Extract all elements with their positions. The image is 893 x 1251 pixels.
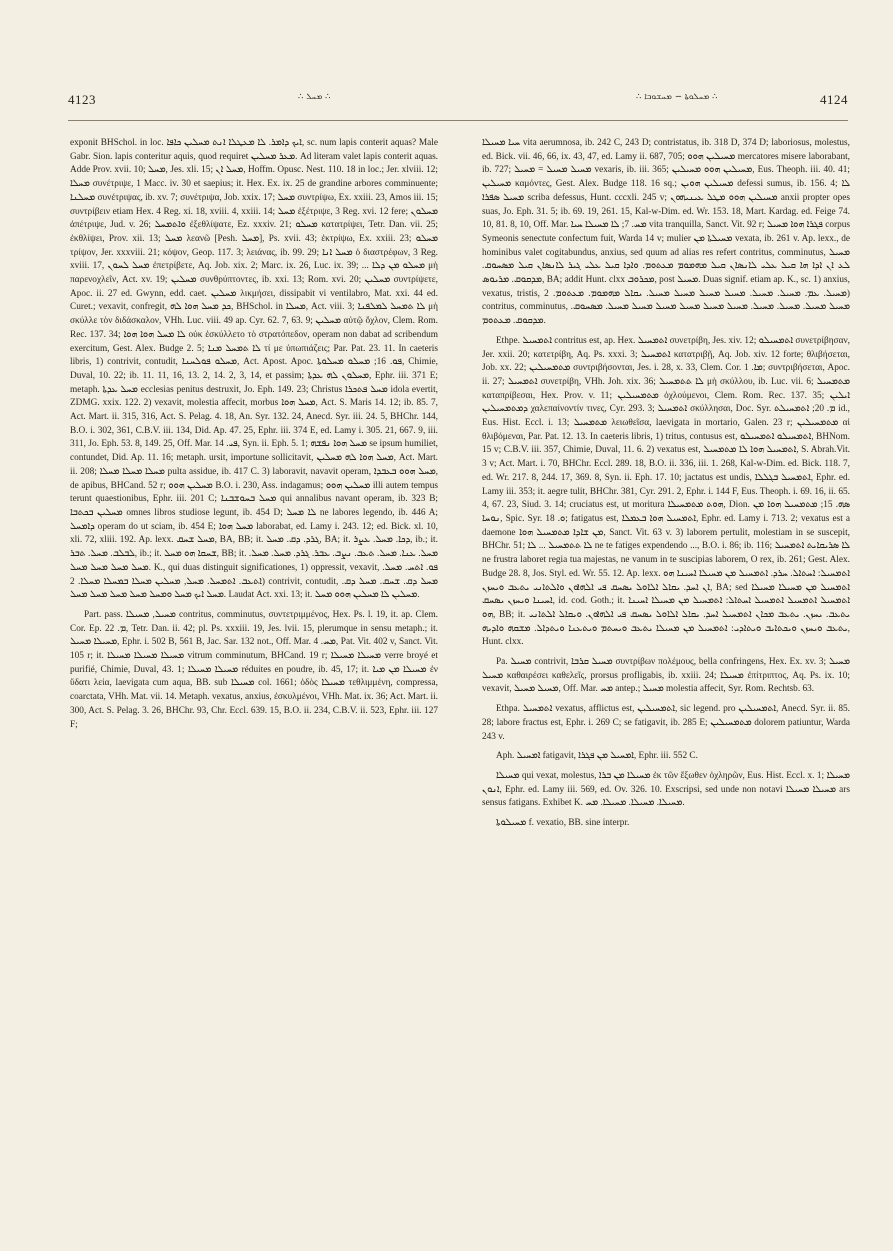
header-rule [68,120,848,121]
entry-paragraph: ܡܚܝܠܘܬܐ f. vexatio, BB. sine interpr. [496,818,630,829]
entry-paragraph: Ethpe. ܐܬܡܚܝܠ contritus est, ap. Hex. ܐܬܡܚܝܠ συνετρίβη, Jes. xiv. 12; ܐܬܡܚܝܠܘ συνετρίβησαν, Jer. xxii. 20; κατετρίβη, Aq. Ps. xxxi. 3; ܐܬܡܚܝܠ κατατριβῇ, Aq. Job. xiv. 12 forte; θλιβήσεται, Job. xx. 22; ܡܬܡܚܝܠܝܢ συντριβήσονται, Jes. i. 28, x. 33, Clem. Cor. ܡܐ. 1; συντριβήσεται, Apoc. ii. 27; ܐܬܡܚܝܠ συνετρίβη, VHh. Joh. xix. 36; ܠܐ ܬܬܡܚܝܠ μὴ σκύλλου, ib. Luc. vii. 6; ܡܬܡܚܝܠ καταπρίβεσαι, Hex. Prov. v. 11; ܡܬܡܚܝܠܝܢ ὀχλούμενοι, Clem. Rom. Rec. 137. 35; ܐܝܠܝܢ ܕܡܬܡܚܝܠܝܢ χαλεπαίνοντίν τινες, Cyr. 293. 3; ܐܬܡܚܝܠ σκύλλησαι, Doc. Syr. ܡ. 20; ܐܬܡܚܝܠܬ id., Eus. Hist. Eccl. i. 13; ܡܬܡܚܝܠ λειωθεῖσα, laevigata in mortario, Galen. 23 r; ܡܬܡܚܝܠܝܢ αἱ θλιβόμεναι, Par. Pat. 12. 13. In caeteris libris, 1) tritus, contusus est, ܐܬܡܚܝܠܘ ܐܬܡܚܝܠܘ, BHNom. 15 v; C.B.V. iii. 357, Chimie, Duval, 11. 6. 2) vexatus est, ܐܬܡܚܝܠ ܗܘܐ ܠܐ ܡܬܡܚܝܠ, S. Abrah.Vit. 3 v; Act. Mart. i. 70, BHChr. Eccl. 289. 18, B.O. ii. 336, iii. 1. 268, Kal-w-Dim. ed. Bick. 118. 7, ed. Wr. 217. 8, 244. 17, 369. 8, Syn. ii. Eph. 17. 10; jactatus est undis, ܐܬܡܚܝܠ ܒܓܠܠܐ, Ephr. ed. Lamy iii. 353; it. aegre tulit, BHChr. 381, Cyr. 291. 2, Ephr. i. 144 F, Eus. Theoph. i. 69. 16, ii. 65. 4, 67. 23, Siud. 3. 14; cruciatus est, ut moritura ܗܘܬ ܡܬܡܚܝܠܐ, Dion. ܣܗ. 15; ܡܬܡܚܝܠ ܗܘܐ ܡܢ ܢܘܚܐ, Spic. Syr. ܘ. 18; fatigatus est, ܐܬܡܚܝܠ ܗܘܐ ܒܥܡܠܐ, Ephr. ed. Lamy i. 713. 2; vexatus est a daemone ܡܢ ܫܐܕܐ ܡܬܡܚܝܠ ܗܘܐ, Sanct. Vit. 63 v. 3) laborem pertulit, molestiam in se suscepit, BHChr. 51; ܠܐ ܬܬܡܚܝܠ ... ܠܐ ne te fatiges expendendo ..., B.O. i. 86; ib. 116; ܠܐ ܣܪܝܩܐܝܬ ܐܬܡܚܝܠ ne frustra laboret regia tua majestas, ne vanum in te suscipias laborem, O rex, ib. 261; Gest. Alex. Budge 28. 8, Jos. Styl. ed. Wr. 55. 12. Ap. lexx. ܐܬܡܚܝܠ: ܐܚܬܐܠ. ܚܪܕ. ܐܬܡܚܝܠ ܡܢ ܡܚܝܠܐ ܐܚܝܢܐ ܗܘ ܐܢ ܐܚܕ. ܝܩܐܠ ܐܠܐܘܠ ܝܣܚܩ ܦܝ ܐܠܗܐܘܢ ܘܐܠܬܐܢܝ ܝܬܥܒ ܘܝܚܙܢ, BA; sed ܐܬܡܚܝܠ ܡܢ ܡܚܝܠܐ ܡܚܝܠܐ ܐܚܝܢܐ ܘܝܚܙܢ ܝܣܚܩ, id. cod. Goth.; it. ܐܬܡܚܝܠ ܐܬܡܚܝܠ ܐܬܡܚܝܠ ܐܚܬܐܠ: ܐܬܡܚܝܠ ܡܢ ܡܚܝܠܐ ܐܚܝܢܐ ܗܘ, BB; it. ܝܬܥܒ. ܝܚܙܢ. ܝܬܥܒ ܡܟܐܢ ܐܬܡܚܝܠ ܐܚܕ. ܝܩܐܠ ܐܠܐܘܠ ܝܣܚܩ ܦܝ ܐܠܗܐܘܢ. ܘܝܩܐܠ ܐܠܬܐܢܝ ܝܬܥܒ ܘܝܚܙܢ ܘܝܟܬܐܝܒ ܘܝܬܐܕܝ: ܐܬܡܚܝܠ ܡܢ ܡܚܝܠܐ ܝܬܥܒ ܘܝܚܬܡ ܘܝܬܥܢܐ ܘܝܬܕܐܠ. ܡܫܩܗ ܘܐܕܝܗ, Hunt. clxx. [482,335,851,648]
entry-paragraph: Ethpa. ܐܬܡܚܝܠ vexatus, afflictus est, ܐܬܡܚܝܠܝܢ, sic legend. pro ܐܬܡܚܝܠܝܢ, Anecd. Syr. ii. 85. 28; labore fractus est, Ephr. i. 269 C; se fatigavit, ib. 285 E; ܡܬܡܚܝܠܝܢ dolorem patiuntur, Warda 243 v. [482,704,851,742]
running-head-right: ∴ ܡܚܠܘܬܐ − ܡܚܫܘܒܐ ∴ [636,92,718,102]
page-number-left: 4123 [68,92,96,107]
page-number-right: 4124 [820,92,848,107]
entry-paragraph: ܚܝܐ ܡܚܝܠܐ vita aerumnosa, ib. 242 C, 243 D; contristatus, ib. 318 D, 374 D; laboriosus, molestus, ed. Bick. vii. 46, 66, ix. 43, 47, ed. Lamy ii. 687, 705; ܡܚܝܠܝܢ ܗܘܘ mercatores misere laborabant, ib. 727; ܡܚܝܠ ܡܚܝܠ = ܡܚܝܠ vexaris, ib. iii. 365; ܡܚܝܠܝܢ ܗܘܘ ܡܚܝܠܝܢ, Eus. Theoph. iii. 40. 41; ܡܚܝܠܝܢ καμόντες, Gest. Alex. Budge 118. 16 sq.; ܡܚܝܠܝܢ ܗܘܝܢ defessi sumus, ib. 156. 4; ܠܐ ܡܚܝܠ ܣܦܪܐ scriba defessus, Hunt. cccxli. 245 v; ܡܚܝܠܝܢ ܗܘܘ ܡܛܠ ܥܝܢܝܗܘܢ anxii propter opes suas, Jo. Eph. 31. 5; ib. 69. 19, 261. 15, Kal-w-Dim. ed. Wr. 153. 18, Mart. Kardag. ed. Feige 74. 10, 81. 8, 10, Off. Mar. ܡܚ. 7; ܠܐ ܡܚܝܠܐ ܚܝܐ vita tranquilla, Sanct. Vit. 92 r; ܦܓܪܐ ܗܘܐ ܡܚܝܠ corpus Symeonis senectute confectum fuit, Warda 14 v; mulier ܡܚܝܠܬܐ ܡܢ vexata, ib. 261 v. Ap. lexx., de hominibus valet cogitabundus, anxius, sed quum ad alias res refert contritus, comminutus, ܡܚܝܠ ܠܥ ܐܢ ܐܕܐ ܗܐ ܩܝܠ ܥܠܝ ܠܐܢܣܐܢ ܩܝܠ ܡܗܡܘܡ ܡܥܬܘܡ. ܘܐܕܐ ܩܝܠ ܥܠܝ ܓܝܪ ܠܐܢܣܐܢ ܩܝܠ ܡܣܚܘܩ. ܡܕܩܘܩ. ܡܪܝܘܣ, BA; addit Hunt. clxx ܡܟܪܘܒ, post ܡܚܝܠ. Duas signif. etiam ap. K., sc. 1) anxius, vexatus, tristis, ܡܚܝܠ. ܥܡ. ܡܚܝܠ. ܡܚܝܠ. ܡܚܝܠ ܡܚܝܠ ܡܚܝܠ ܡܚܝܠ. ܝܩܐܠ ܡܗܡܘܡ. ܡܥܬܘܡ. 2) contritus, comminutus, ܡܚܝܠ ܡܚܝܠ. ܡܚܝܠ. ܡܚܝܠ. ܡܚܝܠ ܡܚܝܠ ܡܚܝܠ ܡܚܝܠ ܡܚܝܠ ܡܚܝܠ. ܡܣܚܘܩ. ܡܕܩܘܩ. ܡܥܬܘܡ. [482,138,851,327]
entry-paragraph: ܡܚܝܠܐ qui vexat, molestus, ܡܚܝܠܐ ܡܢ ܒܪܐ ἐκ τῶν ἔξωθεν ὀχληρῶν, Eus. Hist. Eccl. x. 1; ܡܚܝܠܐ ܐܢܘܢ, Ephr. ed. Lamy iii. 569, ed. Ov. 326. 10. Exscripsi, sed unde non notavi ܡܚܝܠܐ ܡܚܝܠܐ ars sensus fatigans. Exhibet K. ܡܚܝܠܐ. ܡܚܝܠܐ. ܡܚܝܠܐ. ܡܚ. [482,770,851,809]
entry-paragraph: Pa. ܡܚܝܠ contrivit, ܡܚܝܠ ܩܪܒܐ συντρίβων πολέμους, bella confringens, Hex. Ex. xv. 3; ܡܚܝܠ ܡܚܝܠ καθαιρέσει καθελεῖς, prorsus profligabis, ib. xxiii. 24; ܡܚܝܠܐ ἐπίτριπτος, Aq. Ps. ix. 10; vexavit, ܡܚܝܠ ܡܚܝܠ, Off. Mar. ܡܚ antep.; ܡܚܝܠ molestia affecit, Syr. Rom. Rechtsb. 63. [482,657,850,695]
right-column [482,137,850,831]
entry-paragraph: exponit BHSchol. in loc. ܐܝܟ ܕܐܡܪ. ܠܐ ܡܥܛܠܐ ܐܢܬ ܡܚܠܝܢ ܟܐܦܐ, sc. num lapis conterit aquas? Male Gabr. Sion. lapis conteritur aquis, quod requiret ܡܥܪ ܡܚܠܝܢ. Ad literam valet lapis conterit aquas. Adde Prov. xvii. 10; ܡܚܠ, Jes. xli. 15; ܡܚܠ ܐܢ, Hoffm. Opusc. Nest. 110. 18 in loc.; Jer. xlviii. 12; ܡܚܠܐ συνέτριψε, 1 Macc. iv. 30 et saepius; it. Hex. Ex. ix. 25 de grandine arbores comminuente; ܡܚܠܢܐ συνέτριψας, ib. xv. 7; συνέτριψα, Job. xxix. 17; ܡܚܠ συντρίψω, Ex. xxiii. 23, Amos iii. 15; συντρίβειν etiam Hex. 4 Reg. xi. 18, xviii. 4, xxiii. 14; ܡܚܠ ἐξέτριψε, 3 Reg. xvi. 12 fere; ܡܚܠܘܢ ἀπέτριψε, Jud. v. 26; ܘܐܬܡܚܠ ἐξεθλίψατε, Ez. xxxiv. 21; ܡܚܠܘ κατατρίψει, Tetr. Dan. vii. 25; ἐκθλίψει, Prov. xii. 13; ܡܚܠ λεανῶ [Pesh. ܡܚܠ], Ps. xvii. 43; ἐκτρίψω, Ex. xxiii. 23; ܡܚܠܘ τρίψον, Jer. xxxviii. 21; κόψον, Geop. 117. 3; λειάνας, ib. 99. 29; ܡܚܠ ܐܢܐ ὁ διαστρέφων, 3 Reg. xviii. 17, ܡܚܠ ܠܚܘܢ ἐπετρίβετε, Aq. Job. xix. 2; Marc. ix. 26, Luc. ix. 39; ... ܡܚܠܘ ܡܢ ܕܠܐ μὴ παρενοχλεῖν, Act. xv. 19; ܡܚܠܝܢ συνθρύπτοντες, ib. xxi. 13; Rom. xvi. 20; ܡܚܠܝܢ συντρίψετε, Apoc. ii. 27 ed. Gwynn, edd. caet. ܡܚܠܝܢ λικμήσει, dissipabit vi ventilabro, Mat. xxi. 44 ed. Curet.; vexavit, confregit, ܟܕ ܡܚܠ ܗܘܐ ܠܗ, BHSchol. in ܡܚܠܐ, Act. viii. 3; ܠܐ ܬܡܚܠ ܠܡܠܦܢܐ μὴ σκύλλε τὸν διδάσκαλον, VHh. Luc. viii. 49 ap. Cyr. 62. 7, 63. 9; ܡܚܠܝܢ αὐτῷ ὄχλον, Clem. Rom. Rec. 137. 34; ܠܐ ܡܚܠ ܗܘܐ ܗܘܐ οὐκ ἐσκύλλετο τὸ στρατόπεδον, operam non dabat ad scribendum exercitum, Gest. Alex. Budge 2. 5; ܠܐ ܬܡܚܠ ܡܢܐ τί με ὑπωπιάζεις; Par. Pat. 23. 11. In caeteris libris, 1) contrivit, contudit, ܡܚܠܘ ܦܘܠܚܢܐ, Act. Apost. Apoc. ܦܘ. 16; ܡܚܠܘ ܡܚܠܘܬܐ, Chimie, Duval, 10. 22; ib. 11. 11, 16, 13. 2, 14. 2, 3, 14, et passim; ܡܚܠܘܢ ܠܗ ܥܕܬܐ, Ephr. iii. 371 E; metaph. ܡܚܠ ܥܕܬܐ ecclesias penitus destruxit, Jo. Eph. 149. 23; Christus ܡܚܠ ܦܬܟܪܐ idola evertit, ZDMG. xxix. 122. 2) vexavit, molestia affecit, morbus ܡܚܠ ܗܘܐ, Act. S. Maris 14. 12; ib. 85. 7, Act. Mart. ii. 315, 316, Act. S. Pelag. 4. 18, An. Syr. 132. 24, Anecd. Syr. iii. 24. 5, BHChr. 144, B.O. i. 302, 361, C.B.V. iii. 134, Did. Ap. 47. 25, Ephr. iii. 374 E, ed. Lamy i. 305. 21, 667. 9, iii. 311, Jo. Eph. 53. 8, 149. 25, Off. Mar. ܦܝ. 14, Syn. ii. Eph. 5. 1; ܡܚܠ ܗܘܐ ܢܦܫܗ se ipsum humiliet, contundet, Did. Ap. 11. 16; metaph. ursit, importune sollicitavit, ܡܚܠ ܗܘܐ ܠܗ ܡܚܠܝܢ, Act. Mart. ii. 208; ܡܚܠܐ ܡܚܠܐ ܡܚܠܐ pulta assidue, ib. 417 C. 3) laboravit, navavit operam, ܡܚܠ ܗܘܘ ܒܥܒܕܐ, de apibus, BHCand. 52 r; ܡܚܠܝܢ ܗܘܘ B.O. i. 230, Ass. indagamus; ܡܚܠܝܢ ܗܘܘ illi autem tempus terunt quaestionibus, Ephr. iii. 201 C; ܡܚܠ ܒܚܘܫܒܢܐ qui annalibus navant operam, ib. 323 B; ܡܚܠܝܢ ܒܟܬܒܐ omnes libros studiose legunt, ib. 454 D; ܠܐ ܡܚܠ ne labores legendo, ib. 446 A; ܕܐܡܚܠ operam do ut sciam, ib. 454 E; ܡܚܠ ܗܘܐ laborabat, ed. Lamy i. 243. 12; ed. Bick. xl. 10, xli. 72, xliii. 192. Ap. lexx. ܡܚܠ ܫܚܩ, BA, BB; it. ܓܪܕ. ܕܩ. ܡܚܠ, BA; it. ܕܟܐ. ܡܚܠ. ܥܨܪ, ib.; it. ܠܒܠܒ. ܡܚܠ. ܬܒܪ, ib.; it. ܫܚܩܐ ܗܘ ܡܚܠ, BB; it. ܡܚܠ. ܥܢܐ. ܡܚܠ. ܬܥܒ. ܢܨܒ. ܥܒܪ. ܓܪܕ. ܡܚܠ. ܡܚܠ. ܡܚܠ ܡܚܠ ܡܚܠ ܡܚܠ. K., qui duas distinguit significationes, 1) oppressit, vexavit, ܦܘ. ܐܬܚ. ܡܚܠ. ܐܬܥܒ. ܐܬܡܚܠ. ܡܚܠ, ܡܚܠܝܢ ܡܚܠܐ ܒܡܚܠܐ ܡܚܠܐ. 2) contrivit, contudit, ܡܚܠ ܕܩ. ܫܚܩ. ܡܚܠ ܕܩ. ܡܚܠ ܐܝܟ ܡܚܠ ܘܡܚܠ ܡܚܠ ܡܚܠ ܡܚܠ ܡܚܠ. Laudat Act. xxi. 13; it. ܡܚܠܝܢ ܠܐ ܡܚܠܝܢ ܗܘܘ ܡܚܠ. [70,138,439,601]
entry-paragraph: Part. pass. ܡܚܝܠ, ܡܚܝܠܐ contritus, comminutus, συντετριμμένος, Hex. Ps. l. 19, it. ap. Clem. Cor. Ep. ܡ. 22, Tetr. Dan. ii. 42; pl. Ps. xxxiii. 19, Jes. lvii. 15, plerumque in sensu metaph.; it. ܡܚܝܠܐ ܡܚܝܠ, Ephr. i. 502 B, 561 B, Jac. Sar. 132 not., Off. Mar. ܡܚ. 4, Pat. Vit. 402 v, Sanct. Vit. 105 r; it. ܡܚܝܠܐ ܡܚܝܠܐ ܡܚܝܠܐ vitrum comminutum, BHCand. 19 r; ܡܚܝܠܐ ܡܚܝܠܐ verre broyé et purifié, Chimie, Duval, 43. 1; ܡܚܝܠܐ ܡܚܝܠܐ réduites en poudre, ib. 45, 17; it. ܡܚܝܠܐ ܡܢ ܡܝܐ ἐν ὕδατι λεία, laevigata cum aqua, BB. sub ܡܚܝܠܐ col. 1661; ὁδὸς ܡܚܝܠܐ τεθλιμμένη, compressa, coarctata, VHh. Mat. vii. 14. Metaph. vexatus, anxius, ἐσκυλμένοι, VHh. Mat. ix. 36; Act. Mart. ii. 300, Act. S. Pelag. 3. 26, BHChr. 93, Chr. Eccl. 639. 15, B.O. ii. 234, C.B.V. ii. 523, Ephr. iii. 127 F; [70,609,439,730]
running-head-left: ∴ ܡܚܠ ∴ [298,92,331,102]
left-column [70,137,438,732]
page-header [68,92,848,114]
entry-paragraph: Aph. ܐܡܚܝܠ fatigavit, ܐܡܚܝܠ ܡܢ ܦܓܪܐ, Ephr. iii. 552 C. [496,751,698,762]
